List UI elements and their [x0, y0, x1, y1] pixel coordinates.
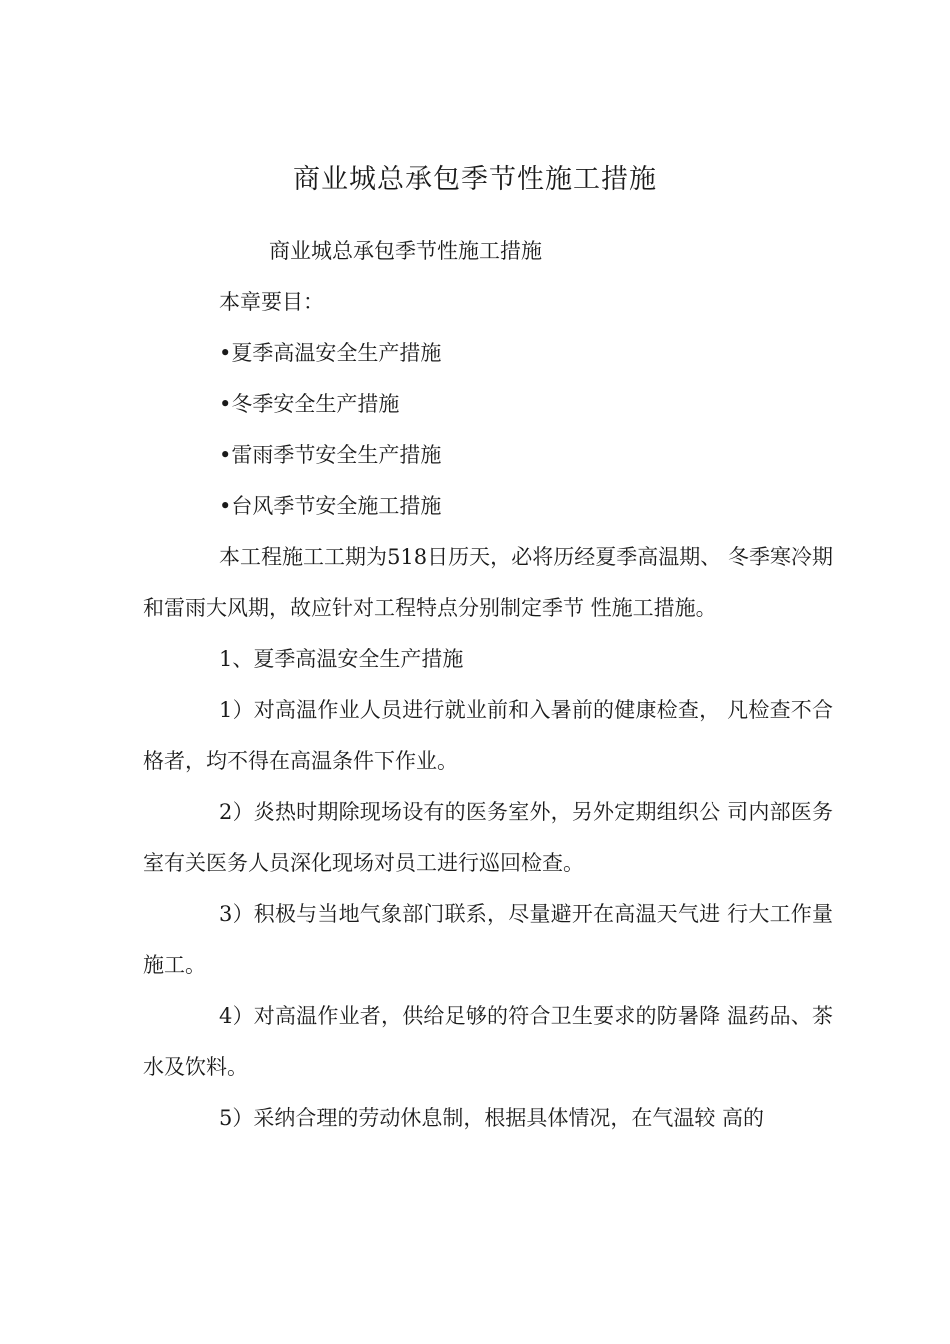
intro-paragraph: 本工程施工工期为518日历天，必将历经夏季高温期、 冬季寒冷期和雷雨大风期，故应针对工程特点分别制定季节 性施工措施。: [143, 545, 833, 620]
document-subtitle: 商业城总承包季节性施工措施: [269, 239, 542, 263]
toc-item: •台风季节安全施工措施: [219, 494, 442, 518]
toc-item: •冬季安全生产措施: [219, 392, 400, 416]
document-title: 商业城总承包季节性施工措施: [293, 164, 657, 195]
list-item: 2）炎热时期除现场设有的医务室外，另外定期组织公 司内部医务室有关医务人员深化现场对员工进行巡回检查。: [143, 800, 833, 875]
document-body: [143, 226, 833, 1144]
toc-item: •雷雨季节安全生产措施: [219, 443, 442, 467]
chapter-label: 本章要目：: [219, 290, 324, 314]
section-heading: 1、夏季高温安全生产措施: [219, 647, 464, 671]
list-item: 3）积极与当地气象部门联系，尽量避开在高温天气进 行大工作量施工。: [143, 902, 833, 977]
list-item: 4）对高温作业者，供给足够的符合卫生要求的防暑降 温药品、茶水及饮料。: [143, 1004, 833, 1079]
list-item: 1）对高温作业人员进行就业前和入暑前的健康检查， 凡检查不合格者，均不得在高温条件下作业。: [143, 698, 833, 773]
list-item: 5）采纳合理的劳动休息制，根据具体情况，在气温较 高的: [219, 1106, 765, 1130]
toc-item: •夏季高温安全生产措施: [219, 341, 442, 365]
